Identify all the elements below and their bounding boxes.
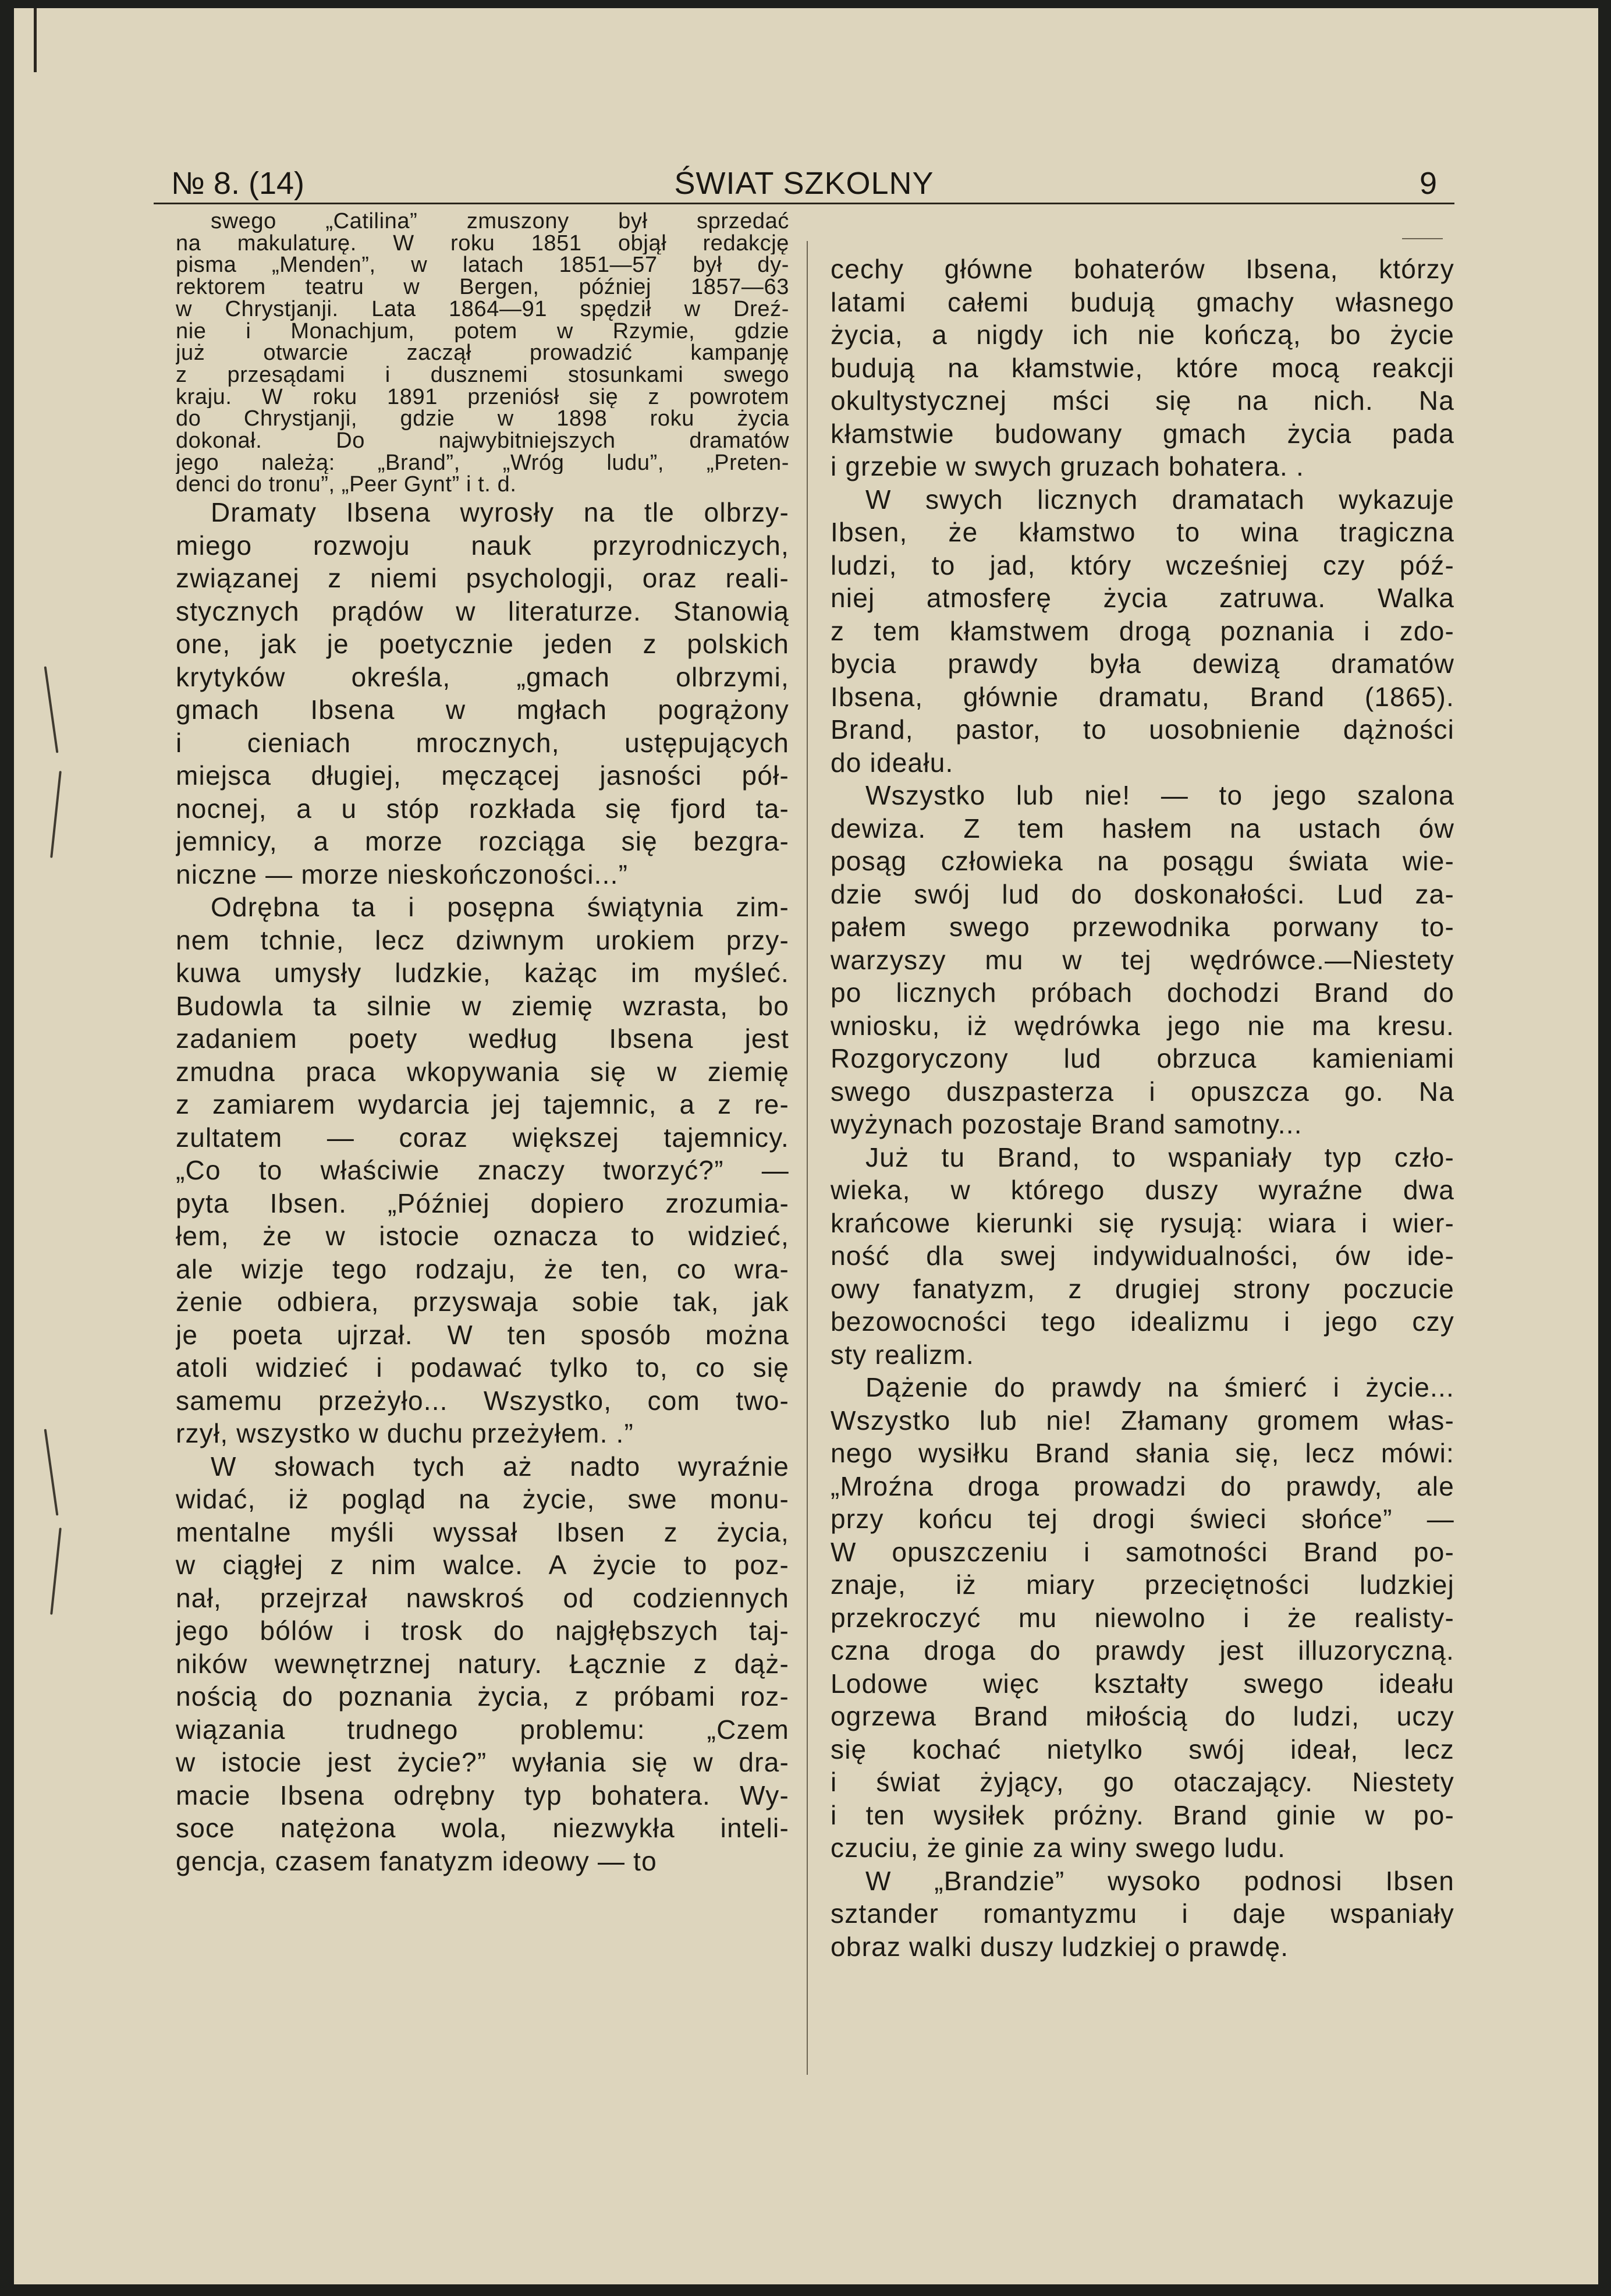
text-line: W „Brandzie” wysoko podnosi Ibsen	[865, 1865, 1454, 1896]
text-line: nocnej, a u stóp rozkłada się fjord ta-	[176, 793, 789, 824]
text-line: Wszystko lub nie! — to jego szalona	[865, 780, 1454, 810]
text-line: zmudna praca wkopywania się w ziemię	[176, 1056, 789, 1087]
text-line: Budowla ta silnie w ziemię wzrasta, bo	[176, 990, 789, 1021]
text-line: nego wysiłku Brand słania się, lecz mówi:	[831, 1438, 1454, 1468]
page-corner-mark	[34, 8, 37, 72]
text-line: Dążenie do prawdy na śmierć i życie...	[865, 1372, 1454, 1402]
text-line: jego należą: „Brand”, „Wróg ludu”, „Preten-	[176, 452, 789, 474]
text-line: „Mroźna droga prowadzi do prawdy, ale	[831, 1471, 1454, 1501]
right-column	[831, 253, 1454, 1963]
text-line: z tem kłamstwem drogą poznania i zdo-	[831, 615, 1454, 646]
text-line: z przesądami i dusznemi stosunkami swego	[176, 364, 789, 387]
text-line: dewiza. Z tem hasłem na ustach ów	[831, 813, 1454, 844]
text-line: przekroczyć mu niewolno i że realisty-	[831, 1602, 1454, 1633]
text-line: miego rozwoju nauk przyrodniczych,	[176, 530, 789, 561]
text-line: pałem swego przewodnika porwany to-	[831, 912, 1454, 942]
text-line: żenie odbiera, przyswaja sobie tak, jak	[176, 1287, 789, 1317]
text-line: Lodowe więc kształty swego ideału	[831, 1668, 1454, 1699]
text-line: czna droga do prawdy jest illuzoryczną.	[831, 1635, 1454, 1666]
text-line: wniosku, iż wędrówka jego nie ma kresu.	[831, 1010, 1454, 1041]
text-line: Odrębna ta i posępna świątynia zim-	[211, 892, 789, 923]
text-line: po licznych próbach dochodzi Brand do	[831, 977, 1454, 1008]
text-line: do Chrystjanji, gdzie w 1898 roku życia	[176, 408, 789, 431]
text-line: niej atmosferę życia zatruwa. Walka	[831, 583, 1454, 613]
text-line: łem, że w istocie oznacza to widzieć,	[176, 1221, 789, 1252]
text-line: niczne — morze nieskończoności...”	[176, 859, 629, 890]
text-line: czuciu, że ginie za winy swego ludu.	[831, 1833, 1286, 1863]
left-column	[176, 211, 789, 1877]
page-number: 9	[1419, 166, 1437, 201]
text-line: Ibsena, głównie dramatu, Brand (1865).	[831, 681, 1454, 712]
text-line: i cieniach mrocznych, ustępujących	[176, 727, 789, 758]
text-line: już otwarcie zaczął prowadzić kampanję	[176, 342, 789, 364]
text-line: macie Ibsena odrębny typ bohatera. Wy-	[176, 1780, 789, 1810]
article-paragraph	[831, 483, 1454, 779]
text-line: znaje, iż miary przeciętności ludzkiej	[831, 1569, 1454, 1600]
text-line: one, jak je poetycznie jeden z polskich	[176, 629, 789, 660]
article-paragraph	[831, 1371, 1454, 1865]
text-line: pisma „Menden”, w latach 1851—57 był dy-	[176, 254, 789, 277]
text-line: i ten wysiłek próżny. Brand ginie w po-	[831, 1799, 1454, 1830]
header-rule	[154, 203, 1454, 204]
text-line: krańcowe kierunki się rysują: wiara i wier-	[831, 1207, 1454, 1238]
text-line: denci do tronu”, „Peer Gynt” i t. d.	[176, 474, 517, 497]
text-line: W słowach tych aż nadto wyraźnie	[211, 1451, 789, 1482]
text-line: „Co to właściwie znaczy tworzyć?” —	[176, 1155, 789, 1186]
text-line: budują na kłamstwie, które mocą reakcji	[831, 352, 1454, 383]
text-line: ność dla swej indywidualności, ów ide-	[831, 1241, 1454, 1271]
text-line: bezowocności tego idealizmu i jego czy	[831, 1306, 1454, 1337]
text-line: W opuszczeniu i samotności Brand po-	[831, 1536, 1454, 1567]
text-line: nością do poznania życia, z próbami roz-	[176, 1681, 789, 1712]
text-line: przy końcu tej drogi świeci słońce” —	[831, 1504, 1454, 1534]
text-line: jego bólów i trosk do najgłębszych taj-	[176, 1615, 789, 1646]
text-line: krytyków określa, „gmach olbrzymi,	[176, 661, 789, 692]
text-line: w Chrystjanji. Lata 1864—91 spędził w Dreź-	[176, 298, 789, 321]
text-line: zultatem — coraz większej tajemnicy.	[176, 1122, 789, 1153]
text-line: na makulaturę. W roku 1851 objął redakcję	[176, 232, 789, 255]
text-line: nem tchnie, lecz dziwnym urokiem przy-	[176, 924, 789, 955]
text-line: W swych licznych dramatach wykazuje	[865, 484, 1454, 515]
text-line: warzyszy mu w tej wędrówce.—Niestety	[831, 944, 1454, 975]
biography-paragraph	[176, 211, 789, 496]
article-paragraph	[831, 253, 1454, 483]
newspaper-page	[14, 8, 1598, 2284]
text-line: rektorem teatru w Bergen, później 1857—63	[176, 277, 789, 299]
article-paragraph	[176, 891, 789, 1450]
text-line: soce natężona wola, niezwykła inteli-	[176, 1813, 789, 1844]
text-line: ludzi, to jad, który wcześniej czy póź-	[831, 550, 1454, 580]
text-line: pyta Ibsen. „Później dopiero zrozumia-	[176, 1188, 789, 1218]
text-line: ale wizje tego rodzaju, że ten, co wra-	[176, 1253, 789, 1284]
text-line: się kochać nietylko swój ideał, lecz	[831, 1734, 1454, 1764]
issue-number: № 8. (14)	[171, 166, 304, 201]
text-line: kuwa umysły ludzkie, każąc im myśleć.	[176, 958, 789, 988]
text-line: i świat żyjący, go otaczający. Niestety	[831, 1767, 1454, 1797]
text-line: okultystycznej mści się na nich. Na	[831, 385, 1454, 416]
text-line: jemnicy, a morze rozciąga się bezgra-	[176, 826, 789, 857]
text-line: sztander romantyzmu i daje wspaniały	[831, 1898, 1454, 1929]
text-line: Dramaty Ibsena wyrosły na tle olbrzy-	[211, 497, 789, 528]
text-line: bycia prawdy była dewizą dramatów	[831, 649, 1454, 679]
text-line: kraju. W roku 1891 przeniósł się z powrotem	[176, 386, 789, 409]
binding-mark-2	[50, 771, 62, 858]
text-line: nał, przejrzał nawskroś od codziennych	[176, 1582, 789, 1613]
text-line: zadaniem poety według Ibsena jest	[176, 1023, 789, 1054]
text-line: swego duszpasterza i opuszcza go. Na	[831, 1076, 1454, 1107]
article-paragraph	[831, 1865, 1454, 1964]
text-line: rzył, wszystko w duchu przeżyłem. .”	[176, 1418, 634, 1449]
text-line: w ciągłej z nim walce. A życie to poz-	[176, 1550, 789, 1581]
article-paragraph	[176, 496, 789, 891]
text-line: miejsca długiej, męczącej jasności pół-	[176, 760, 789, 791]
text-line: Wszystko lub nie! Złamany gromem włas-	[831, 1405, 1454, 1436]
text-line: stycznych prądów w literaturze. Stanowią	[176, 596, 789, 626]
text-line: gencja, czasem fanatyzm ideowy — to	[176, 1845, 657, 1876]
text-line: kłamstwie budowany gmach życia pada	[831, 418, 1454, 449]
text-line: widać, iż pogląd na życie, swe monu-	[176, 1484, 789, 1515]
text-line: dzie swój lud do doskonałości. Lud za-	[831, 878, 1454, 909]
text-line: do ideału.	[831, 747, 954, 778]
article-paragraph	[176, 1450, 789, 1878]
text-line: wiązania trudnego problemu: „Czem	[176, 1714, 789, 1745]
pencil-mark	[1402, 238, 1443, 249]
text-line: wieka, w którego duszy wyraźne dwa	[831, 1175, 1454, 1205]
text-line: je poeta ujrzał. W ten sposób można	[176, 1319, 789, 1350]
page-header	[154, 165, 1454, 206]
article-paragraph	[831, 1141, 1454, 1372]
text-line: Już tu Brand, to wspaniały typ czło-	[865, 1142, 1454, 1172]
binding-mark-3	[44, 1429, 59, 1515]
text-line: samemu przeżyło... Wszystko, com two-	[176, 1385, 789, 1416]
text-line: atoli widzieć i podawać tylko to, co się	[176, 1352, 789, 1383]
text-line: wyżynach pozostaje Brand samotny...	[831, 1109, 1303, 1139]
text-line: i grzebie w swych gruzach bohatera. .	[831, 451, 1305, 481]
text-line: cechy główne bohaterów Ibsena, którzy	[831, 254, 1454, 284]
journal-title: ŚWIAT SZKOLNY	[674, 166, 934, 201]
column-divider	[807, 241, 808, 2075]
text-line: Ibsen, że kłamstwo to wina tragiczna	[831, 517, 1454, 547]
text-line: mentalne myśli wyssał Ibsen z życia,	[176, 1517, 789, 1547]
text-line: ników wewnętrznej natury. Łącznie z dąż-	[176, 1648, 789, 1679]
text-line: życia, a nigdy ich nie kończą, bo życie	[831, 320, 1454, 350]
text-line: związanej z niemi psychologji, oraz reali-	[176, 563, 789, 594]
text-line: latami całemi budują gmachy własnego	[831, 286, 1454, 317]
binding-mark-4	[50, 1528, 62, 1615]
text-line: nie i Monachjum, potem w Rzymie, gdzie	[176, 320, 789, 343]
text-line: Rozgoryczony lud obrzuca kamieniami	[831, 1043, 1454, 1073]
text-line: gmach Ibsena w mgłach pogrążony	[176, 695, 789, 725]
text-line: sty realizm.	[831, 1339, 974, 1370]
text-line: obraz walki duszy ludzkiej o prawdę.	[831, 1931, 1289, 1962]
text-line: Brand, pastor, to uosobnienie dążności	[831, 714, 1454, 745]
article-paragraph	[831, 779, 1454, 1141]
text-line: dokonał. Do najwybitniejszych dramatów	[176, 430, 789, 452]
binding-mark-1	[44, 666, 59, 753]
text-line: posąg człowieka na posągu świata wie-	[831, 846, 1454, 876]
text-line: w istocie jest życie?” wyłania się w dra-	[176, 1747, 789, 1778]
text-line: ogrzewa Brand miłością do ludzi, uczy	[831, 1701, 1454, 1731]
text-line: swego „Catilina” zmuszony był sprzedać	[211, 211, 789, 233]
text-line: owy fanatyzm, z drugiej strony poczucie	[831, 1273, 1454, 1304]
text-line: z zamiarem wydarcia jej tajemnic, a z re-	[176, 1089, 789, 1120]
